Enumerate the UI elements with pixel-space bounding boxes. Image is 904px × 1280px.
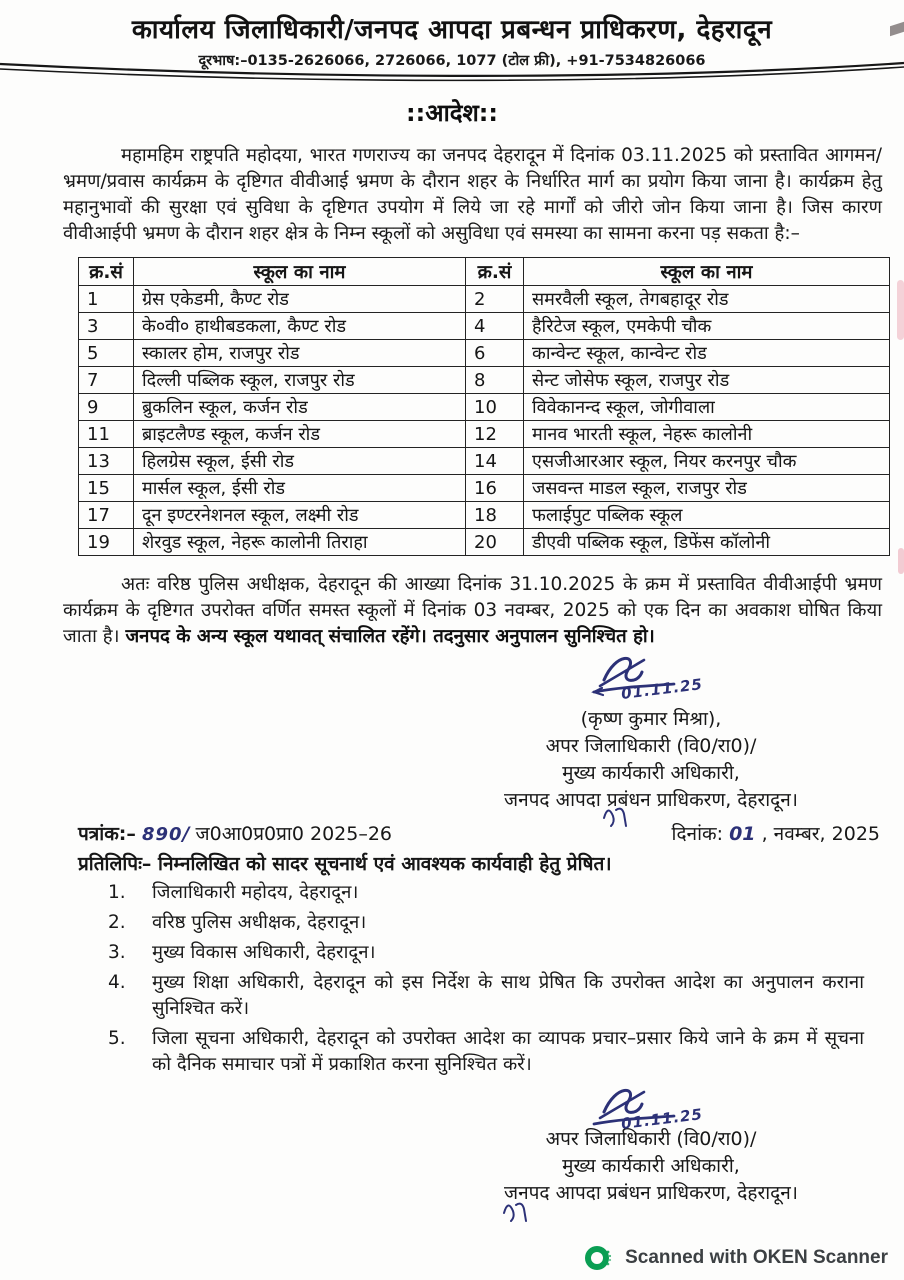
school-cell: डीएवी पब्लिक स्कूल, डिफेंस कॉलोनी [524,529,890,556]
scan-smudge [897,280,904,340]
table-row [79,394,890,421]
schools-table [78,257,890,556]
serial-cell: 10 [466,394,524,421]
copy-list-item [108,940,864,966]
paragraph-1-text: महामहिम राष्ट्रपति महोदया, भारत गणराज्य का जनपद देहरादून में दिनांक 03.11.2025 को प्रस्तावित आगमन/भ्रमण/प्रवास कार्यक्रम के दृष्टिगत वीवीआई भ्रमण के दौरान शहर के निर्धारित मार्ग का प्रयोग किया जाना है। कार्यक्रम हेतु महानुभावों की सुरक्षा एवं सुविधा के दृष्टिगत उपयोग में लिये जा रहे मार्गों को जीरो जोन किया जाना है। जिस कारण वीवीआईपी भ्रमण के दौरान शहर क्षेत्र के निम्न स्कूलों को असुविधा एवं समस्या का सामना करना पड़ सकता है:– [63,145,882,244]
signatory-title-3: जनपद आपदा प्रबंधन प्राधिकरण, देहरादून। [504,789,798,811]
letter-number-label: पत्रांक:– [78,823,136,845]
oken-scanner-logo-icon [585,1244,613,1272]
signatory-title-2: मुख्य कार्यकारी अधिकारी, [562,1155,740,1177]
date-label: दिनांक: [671,823,724,845]
table-row [79,286,890,313]
paragraph-2-emphasis: जनपद के अन्य स्कूल यथावत् संचालित रहेंगे। तदनुसार अनुपालन सुनिश्चित हो। [125,626,655,647]
serial-cell: 19 [79,529,134,556]
serial-cell: 18 [466,502,524,529]
table-header-row [79,258,890,286]
handwritten-date-top: 01.11.25 [620,675,704,703]
letter-number-printed: ज0आ0प्र0प्रा0 2025–26 [195,823,393,845]
date-printed: , नवम्बर, 2025 [761,823,880,845]
handwritten-date-bottom: 01.11.25 [620,1105,704,1133]
table-row [79,502,890,529]
table-row [79,475,890,502]
school-cell: जसवन्त माडल स्कूल, राजपुर रोड [524,475,890,502]
school-cell: स्कालर होम, राजपुर रोड [134,340,466,367]
order-paragraph-2 [63,572,882,650]
copy-item-number: 5. [108,1028,126,1049]
copy-list-item [108,1026,864,1078]
col-header-school-left: स्कूल का नाम [134,258,466,286]
serial-cell: 16 [466,475,524,502]
col-header-serial-left: क्र.सं [79,258,134,286]
table-row [79,448,890,475]
school-cell: ब्राइटलैण्ड स्कूल, कर्जन रोड [134,421,466,448]
school-cell: समरवैली स्कूल, तेगबहादूर रोड [524,286,890,313]
school-cell: के०वी० हाथीबडकला, कैण्ट रोड [134,313,466,340]
school-cell: हिलग्रेस स्कूल, ईसी रोड [134,448,466,475]
signature-block-top [416,706,886,814]
col-header-serial-right: क्र.सं [466,258,524,286]
copy-item-number: 1. [108,882,126,903]
signature-block-bottom [416,1126,886,1207]
handwritten-flourish: / [182,823,190,845]
signatory-title-1: अपर जिलाधिकारी (वि0/रा0)/ [545,1128,757,1150]
copy-item-number: 4. [108,972,126,993]
serial-cell: 6 [466,340,524,367]
serial-cell: 14 [466,448,524,475]
signatory-name: (कृष्ण कुमार मिश्रा), [580,708,722,730]
signature-mark-top [416,650,886,706]
school-cell: ग्रेस एकेडमी, कैण्ट रोड [134,286,466,313]
scanner-footer [585,1244,888,1272]
table-row [79,421,890,448]
copy-list-item [108,910,864,936]
copy-list-item [108,970,864,1022]
serial-cell: 12 [466,421,524,448]
school-cell: एसजीआरआर स्कूल, नियर करनपुर चौक [524,448,890,475]
copy-item-text: जिलाधिकारी महोदय, देहरादून। [152,882,359,903]
table-row [79,529,890,556]
signatory-title-3: जनपद आपदा प्रबंधन प्राधिकरण, देहरादून। [504,1182,798,1204]
school-cell: कान्वेन्ट स्कूल, कान्वेन्ट रोड [524,340,890,367]
letter-number-line [78,820,392,846]
school-cell: शेरवुड स्कूल, नेहरू कालोनी तिराहा [134,529,466,556]
paragraph-2-text: अतः वरिष्ठ पुलिस अधीक्षक, देहरादून की आख्या दिनांक 31.10.2025 के क्रम में प्रस्तावित वीवीआईपी भ्रमण कार्यक्रम के दृष्टिगत उपरोक्त वर्णित समस्त स्कूलों में दिनांक 03 नवम्बर, 2025 को एक दिन का अवकाश घोषित किया जाता है। [63,574,882,647]
serial-cell: 1 [79,286,134,313]
school-cell: मार्सल स्कूल, ईसी रोड [134,475,466,502]
table-row [79,340,890,367]
phone-line: दूरभाष:–0135-2626066, 2726066, 1077 (टोल फ्री), +91-7534826066 [198,53,706,69]
reference-row [78,820,880,846]
serial-cell: 7 [79,367,134,394]
serial-cell: 13 [79,448,134,475]
copy-item-text: मुख्य शिक्षा अधिकारी, देहरादून को इस निर्देश के साथ प्रेषित कि उपरोक्त आदेश का अनुपालन कराना सुनिश्चित करें। [152,972,864,1019]
table-row [79,367,890,394]
copies-intro: प्रतिलिपिः– निम्नलिखित को सादर सूचनार्थ एवं आवश्यक कार्यवाही हेतु प्रेषित। [78,853,612,875]
handwritten-day: 01 [729,823,756,845]
signatory-title-2: मुख्य कार्यकारी अधिकारी, [562,762,740,784]
scan-smudge [898,548,904,574]
school-cell: मानव भारती स्कूल, नेहरू कालोनी [524,421,890,448]
serial-cell: 20 [466,529,524,556]
order-heading: ::आदेश:: [406,99,498,127]
serial-cell: 4 [466,313,524,340]
signature-mark-bottom [416,1084,886,1134]
serial-cell: 2 [466,286,524,313]
serial-cell: 3 [79,313,134,340]
school-cell: हैरिटेज स्कूल, एमकेपी चौक [524,313,890,340]
serial-cell: 11 [79,421,134,448]
school-cell: फलाईपुट पब्लिक स्कूल [524,502,890,529]
copy-item-text: मुख्य विकास अधिकारी, देहरादून। [152,942,376,963]
school-cell: दून इण्टरनेशनल स्कूल, लक्ष्मी रोड [134,502,466,529]
copy-item-text: जिला सूचना अधिकारी, देहरादून को उपरोक्त आदेश का व्यापक प्रचार–प्रसार किये जाने के क्रम में सूचना को दैनिक समाचार पत्रों में प्रकाशित करना सुनिश्चित करें। [152,1028,864,1075]
date-line [672,820,880,846]
scanner-footer-text: Scanned with OKEN Scanner [625,1247,888,1268]
school-cell: दिल्ली पब्लिक स्कूल, राजपुर रोड [134,367,466,394]
serial-cell: 8 [466,367,524,394]
school-cell: विवेकानन्द स्कूल, जोगीवाला [524,394,890,421]
col-header-school-right: स्कूल का नाम [524,258,890,286]
handwritten-letter-number: 890 [141,824,183,845]
office-title: कार्यालय जिलाधिकारी/जनपद आपदा प्रबन्धन प्राधिकरण, देहरादून [131,15,773,45]
table-row [79,313,890,340]
serial-cell: 17 [79,502,134,529]
copy-item-number: 3. [108,942,126,963]
copy-item-text: वरिष्ठ पुलिस अधीक्षक, देहरादून। [152,912,367,933]
signatory-title-1: अपर जिलाधिकारी (वि0/रा0)/ [545,735,757,757]
serial-cell: 15 [79,475,134,502]
copy-list-item [108,880,864,906]
serial-cell: 9 [79,394,134,421]
header-divider-rule [0,60,904,84]
order-paragraph-1 [63,143,882,247]
school-cell: ब्रुकलिन स्कूल, कर्जन रोड [134,394,466,421]
copy-item-number: 2. [108,912,126,933]
school-cell: सेन्ट जोसेफ स्कूल, राजपुर रोड [524,367,890,394]
serial-cell: 5 [79,340,134,367]
